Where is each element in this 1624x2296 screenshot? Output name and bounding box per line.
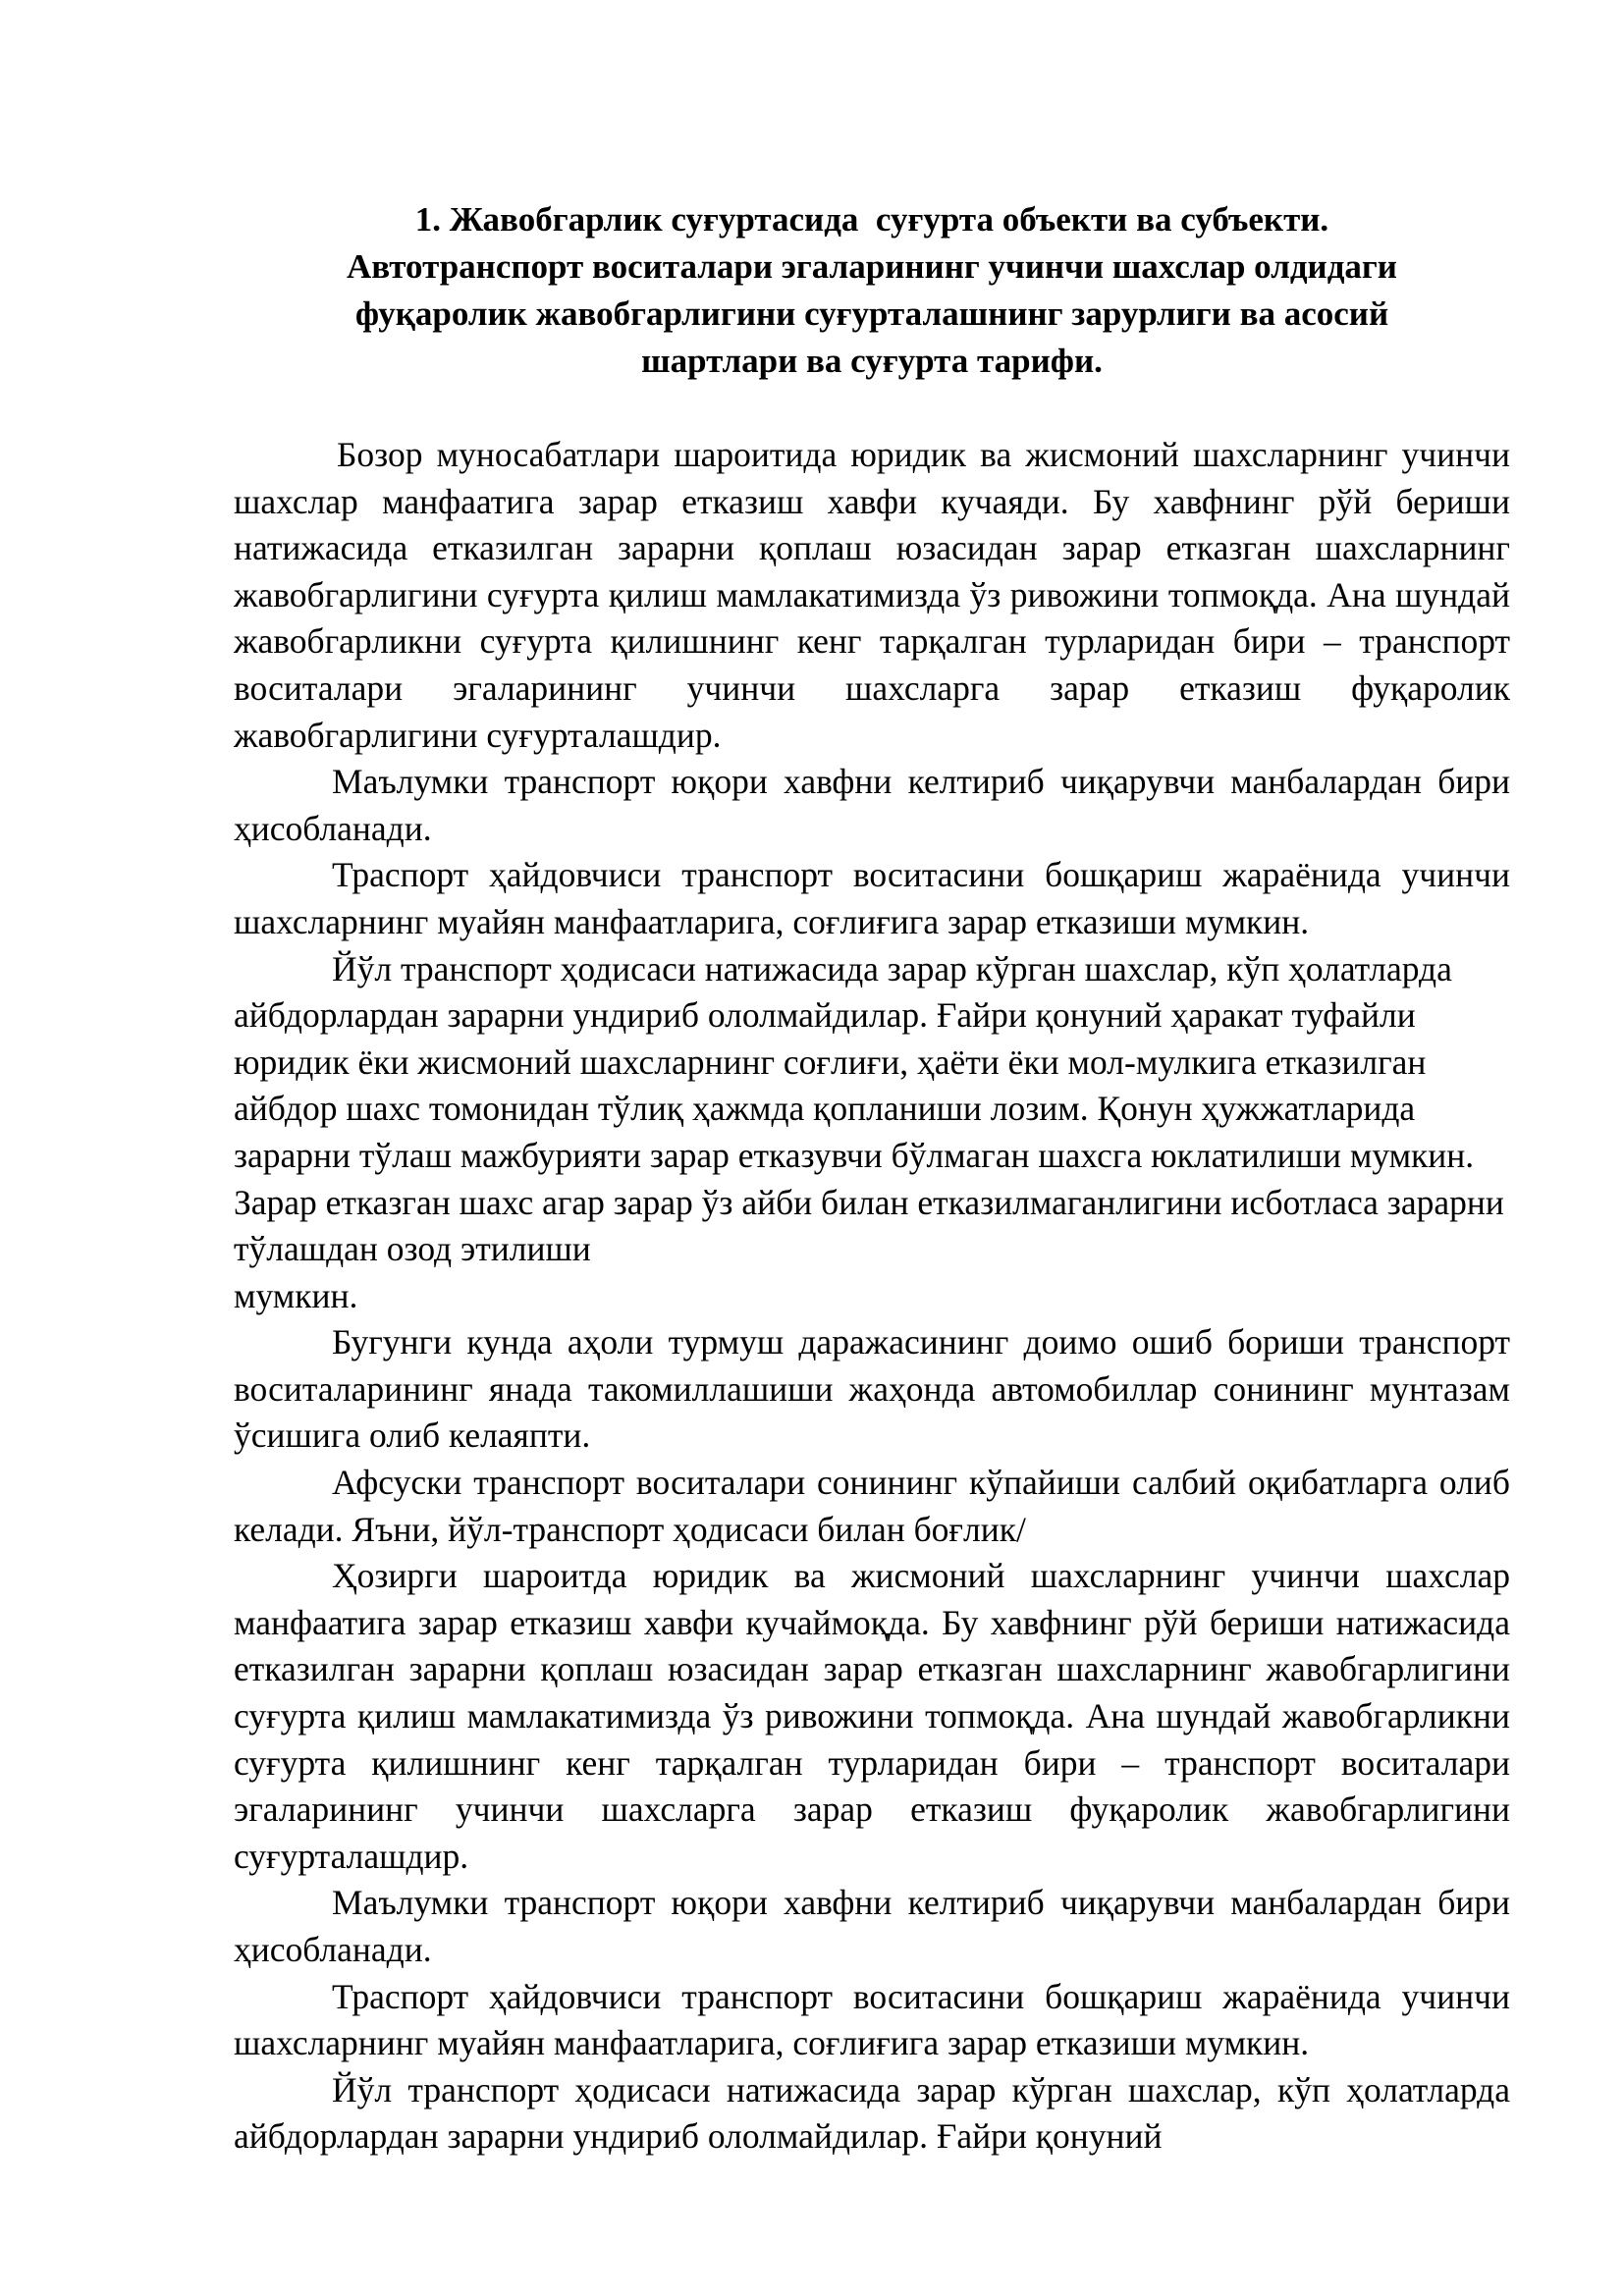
title-line: фуқаролик жавобгарлигини суғурталашнинг зарурлиги ва асосий <box>354 294 1389 333</box>
title-line: 1. Жавобгарлик суғуртасида суғурта объекти ва субъекти. <box>414 200 1329 239</box>
paragraph: Бозор муносабатлари шароитида юридик ва жисмоний шахсларнинг учинчи шахслар манфаатига зарар етказиш хавфи кучаяди. Бу хавфнинг рўй бериши натижасида етказилган зарарни қоплаш юзасидан зарар етказган шахсларнинг жавобгарлигини суғурта қилиш мамлакатимизда ўз ривожини топмоқда. Ана шундай жавобгарликни суғурта қилишнинг кенг тарқалган турларидан бири – транспорт воситалари эгаларининг учинчи шахсларга зарар етказиш фуқаролик жавобгарлигини суғурталашдир. <box>234 435 1510 755</box>
paragraph: Маълумки транспорт юқори хавфни келтириб чиқарувчи манбалардан бири ҳисобланади. <box>234 762 1510 848</box>
paragraph: Йўл транспорт ҳодисаси натижасида зарар кўрган шахслар, кўп ҳолатларда айбдорлардан зарарни ундириб ололмайдилар. Ғайри қонуний <box>234 2069 1510 2157</box>
paragraph: Маълумки транспорт юқори хавфни келтириб чиқарувчи манбалардан бири ҳисобланади. <box>234 1883 1510 1969</box>
paragraph: Бугунги кунда аҳоли турмуш даражасининг доимо ошиб бориши транспорт воситаларининг янада такомиллашиши жаҳонда автомобиллар сонининг мунтазам ўсишига олиб келаяпти. <box>234 1322 1510 1456</box>
paragraph: Траспорт ҳайдовчиси транспорт воситасини бошқариш жараёнида учинчи шахсларнинг муайян манфаатларига, соғлиғига зарар етказиши мумкин. <box>234 855 1510 941</box>
document-title <box>234 196 1510 385</box>
paragraph: Афсуски транспорт воситалари сонининг кўпайиши салбий оқибатларга олиб келади. Яъни, йўл-транспорт ҳодисаси билан боғлик/ <box>234 1463 1510 1549</box>
paragraph: Траспорт ҳайдовчиси транспорт воситасини бошқариш жараёнида учинчи шахсларнинг муайян манфаатларига, соғлиғига зарар етказиши мумкин. <box>234 1976 1510 2063</box>
document-page <box>234 196 1510 2161</box>
document-body <box>234 432 1510 2161</box>
paragraph: Ҳозирги шароитда юридик ва жисмоний шахсларнинг учинчи шахслар манфаатига зарар етказиш хавфи кучаймоқда. Бу хавфнинг рўй бериши натижасида етказилган зарарни қоплаш юзасидан зарар етказган шахсларнинг жавобгарлигини суғурта қилиш мамлакатимизда ўз ривожини топмоқда. Ана шундай жавобгарликни суғурта қилишнинг кенг тарқалган турларидан бири – транспорт воситалари эгаларининг учинчи шахсларга зарар етказиш фуқаролик жавобгарлигини суғурталашдир. <box>234 1556 1510 1876</box>
paragraph: мумкин. <box>234 1275 358 1315</box>
title-line: шартлари ва суғурта тарифи. <box>641 342 1103 380</box>
title-line: Автотранспорт воситалари эгаларининг учинчи шахслар олдидаги <box>347 247 1397 286</box>
paragraph: Йўл транспорт ҳодисаси натижасида зарар кўрган шахслар, кўп ҳолатларда айбдорлардан зарарни ундириб ололмайдилар. Ғайри қонуний ҳаракат туфайли юридик ёки жисмоний шахсларнинг соғлиғи, ҳаёти ёки мол-мулкига етказилган айбдор шахс томонидан тўлиқ ҳажмда қопланиши лозим. Қонун ҳужжатларида зарарни тўлаш мажбурияти зарар етказувчи бўлмаган шахсга юклатилиши мумкин. Зарар етказган шахс агар зарар ўз айби билан етказилмаганлигини исботласа зарарни тўлашдан озод этилиши <box>234 948 1504 1269</box>
